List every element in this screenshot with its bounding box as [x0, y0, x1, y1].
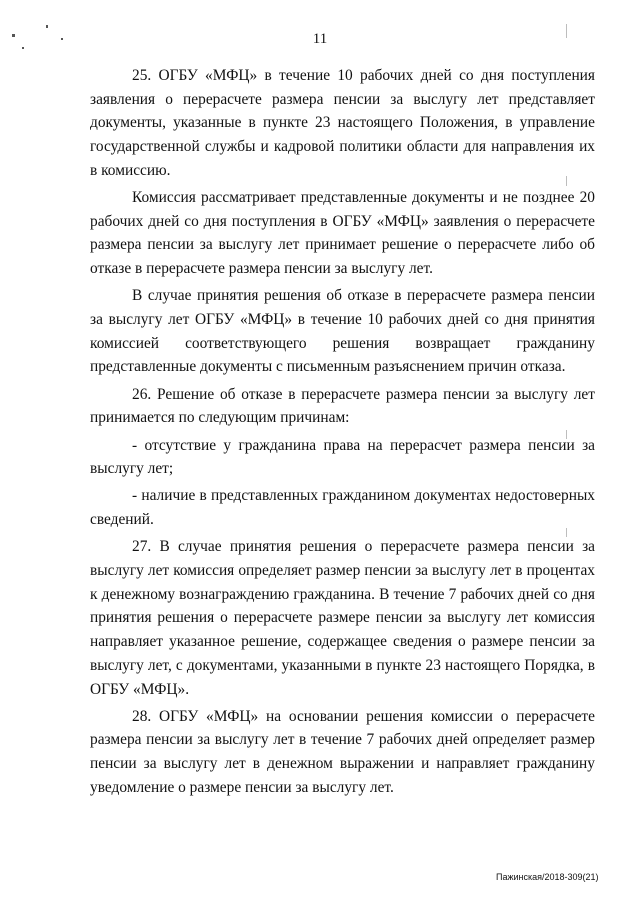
- paragraph-refusal-return: В случае принятия решения об отказе в перерасчете размера пенсии за выслугу лет ОГБУ «МФЦ» в течение 10 рабочих дней со дня принятия комиссией соответствующего решения возвращает гражданину представленные документы с письменным разъяснением причин отказа.: [90, 287, 595, 376]
- paragraph-27: 27. В случае принятия решения о перерасчете размера пенсии за выслугу лет комиссия определяет размер пенсии за выслугу лет в процентах к денежному вознаграждению гражданина. В течение 7 рабочих дней со дня принятия решения о перерасчете размере пенсии за выслугу лет комиссия направляет указанное решение, содержащее сведения о размере пенсии за выслугу лет, с документами, указанными в пункте 23 настоящего Порядка, в ОГБУ «МФЦ».: [90, 538, 595, 698]
- paragraph-25: 25. ОГБУ «МФЦ» в течение 10 рабочих дней со дня поступления заявления о перерасчете размера пенсии за выслугу лет представляет документы, указанные в пункте 23 настоящего Положения, в управление государственной службы и кадровой политики области для направления их в комиссию.: [90, 67, 595, 179]
- paragraph-commission-review: Комиссия рассматривает представленные документы и не позднее 20 рабочих дней со дня поступления в ОГБУ «МФЦ» заявления о перерасчете размера пенсии за выслугу лет принимает решение о перерасчете либо об отказе в перерасчете размера пенсии за выслугу лет.: [90, 189, 595, 278]
- page-number: 11: [312, 31, 328, 47]
- scan-dot: [46, 25, 48, 28]
- paragraph-28: 28. ОГБУ «МФЦ» на основании решения комиссии о перерасчете размера пенсии за выслугу лет в течение 7 рабочих дней определяет размер пенсии за выслугу лет в денежном выражении и направляет гражданину уведомление о размере пенсии за выслугу лет.: [90, 707, 595, 796]
- list-item-no-right: - отсутствие у гражданина права на перерасчет размера пенсии за выслугу лет;: [90, 436, 595, 478]
- document-code: Пажинская/2018-309(21): [496, 872, 599, 882]
- paragraph-26: 26. Решение об отказе в перерасчете размера пенсии за выслугу лет принимается по следующим причинам:: [90, 385, 595, 427]
- document-body: [90, 64, 595, 803]
- list-item-unreliable-info: - наличие в представленных гражданином документах недостоверных сведений.: [90, 487, 595, 529]
